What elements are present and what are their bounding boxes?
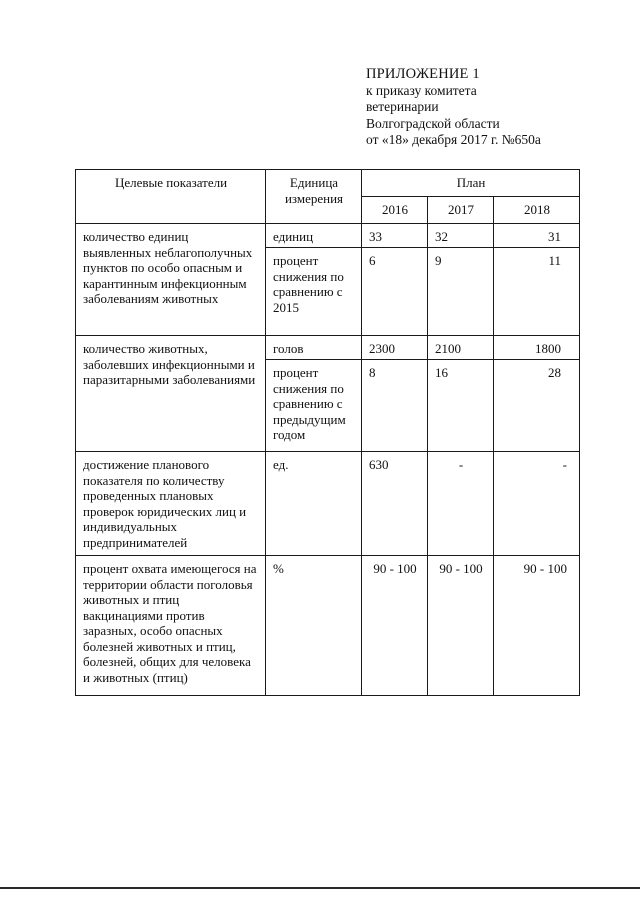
value-2018: 31	[494, 224, 580, 248]
indicator-cell: процент охвата имеющегося на территории области поголовья животных и птиц вакцинациями против заразных, особо опасных болезней животных и птиц, болезней, общих для человека и животных (птиц)	[76, 556, 266, 696]
value-2016: 90 - 100	[362, 556, 428, 696]
table-row	[76, 224, 580, 248]
value-2017: 90 - 100	[428, 556, 494, 696]
table-row	[76, 556, 580, 696]
value-2017: 9	[428, 248, 494, 336]
indicator-cell: количество животных, заболевших инфекционными и паразитарными заболеваниями	[76, 336, 266, 452]
header-plan: План	[362, 170, 580, 197]
appendix-line-date: от «18» декабря 2017 г. №650а	[366, 132, 541, 147]
header-year-2016: 2016	[362, 197, 428, 224]
value-2016: 33	[362, 224, 428, 248]
value-2016: 630	[362, 452, 428, 556]
value-2017: 2100	[428, 336, 494, 360]
appendix-line-region: Волгоградской области	[366, 115, 500, 131]
value-2018: 1800	[494, 336, 580, 360]
appendix-line-vet: ветеринарии	[366, 99, 439, 114]
value-2016: 6	[362, 248, 428, 336]
value-2018: 28	[494, 360, 580, 452]
value-2017: 16	[428, 360, 494, 452]
table-row	[76, 336, 580, 360]
header-indicators: Целевые показатели	[76, 170, 266, 224]
value-2018: -	[494, 452, 580, 556]
page-bottom-rule	[0, 887, 640, 889]
value-2018: 90 - 100	[494, 556, 580, 696]
table-row	[76, 452, 580, 556]
appendix-title: ПРИЛОЖЕНИЕ 1	[366, 66, 480, 82]
unit-cell: процент снижения по сравнению с 2015	[266, 248, 362, 336]
appendix-header	[366, 66, 541, 149]
unit-cell: %	[266, 556, 362, 696]
value-2017: -	[428, 452, 494, 556]
value-2016: 8	[362, 360, 428, 452]
header-year-2017: 2017	[428, 197, 494, 224]
unit-cell: процент снижения по сравнению с предыдущим годом	[266, 360, 362, 452]
unit-cell: единиц	[266, 224, 362, 248]
plan-table	[75, 169, 580, 696]
value-2017: 32	[428, 224, 494, 248]
indicator-cell: достижение планового показателя по количеству проведенных плановых проверок юридических лиц и индивидуальных предпринимателей	[76, 452, 266, 556]
unit-cell: голов	[266, 336, 362, 360]
indicator-cell: количество единиц выявленных неблагополучных пунктов по особо опасным и карантинным инфекционным заболеваниям животных	[76, 224, 266, 336]
appendix-line-order: к приказу комитета	[366, 82, 477, 98]
value-2016: 2300	[362, 336, 428, 360]
header-year-2018: 2018	[494, 197, 580, 224]
value-2018: 11	[494, 248, 580, 336]
unit-cell: ед.	[266, 452, 362, 556]
header-unit: Единица измерения	[266, 170, 362, 224]
